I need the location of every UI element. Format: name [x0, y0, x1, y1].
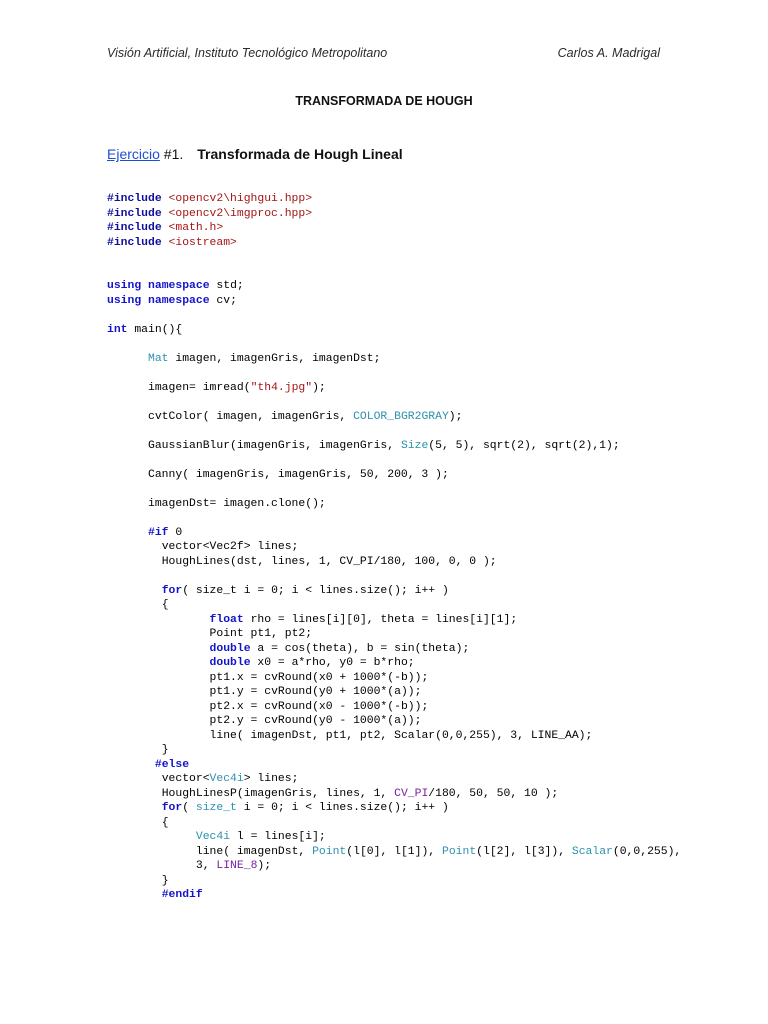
code-line: #endif	[161, 889, 203, 901]
page-title: TRANSFORMADA DE HOUGH	[295, 94, 473, 108]
code-line: GaussianBlur(imagenGris, imagenGris, Size(5, 5), sqrt(2), sqrt(2),1);	[148, 439, 620, 452]
exercise-number: #1.	[159, 146, 184, 162]
code-line: Mat imagen, imagenGris, imagenDst;	[148, 352, 381, 365]
code-line: 3, LINE_8);	[195, 860, 272, 872]
code-line: imagen= imread("th4.jpg");	[148, 381, 326, 394]
code-line: vector<Vec2f> lines;	[161, 541, 299, 553]
code-line: #include <opencv2\imgproc.hpp>	[107, 207, 313, 220]
code-line: cvtColor( imagen, imagenGris, COLOR_BGR2GRAY);	[148, 410, 463, 423]
code-line: imagenDst= imagen.clone();	[148, 497, 326, 510]
code-line: double a = cos(theta), b = sin(theta);	[209, 642, 470, 655]
code-line: Canny( imagenGris, imagenGris, 50, 200, 3 );	[148, 468, 449, 481]
code-line: pt1.y = cvRound(y0 + 1000*(a));	[209, 686, 422, 698]
exercise-heading	[107, 146, 403, 162]
code-line: #include <math.h>	[107, 222, 224, 234]
header-right: Carlos A. Madrigal	[557, 46, 660, 60]
code-line: for( size_t i = 0; i < lines.size(); i++ )	[161, 584, 449, 597]
code-line: line( imagenDst, pt1, pt2, Scalar(0,0,255), 3, LINE_AA);	[209, 729, 593, 742]
code-line: double x0 = a*rho, y0 = b*rho;	[209, 657, 415, 669]
exercise-link[interactable]: Ejercicio	[107, 146, 160, 162]
code-line: #else	[154, 758, 190, 771]
code-line: pt2.y = cvRound(y0 - 1000*(a));	[209, 715, 422, 727]
code-line: using namespace std;	[107, 280, 244, 292]
code-line: #if 0	[148, 526, 183, 539]
code-line: line( imagenDst, Point(l[0], l[1]), Point(l[2], l[3]), Scalar(0,0,255),	[195, 845, 682, 858]
code-line: Point pt1, pt2;	[209, 628, 313, 640]
code-line: int main(){	[107, 323, 183, 336]
code-line: for( size_t i = 0; i < lines.size(); i++ )	[161, 802, 449, 814]
code-line: }	[161, 874, 169, 887]
code-line: }	[161, 744, 169, 756]
code-line: Vec4i l = lines[i];	[195, 831, 326, 843]
code-line: pt2.x = cvRound(x0 - 1000*(-b));	[209, 700, 429, 713]
code-line: HoughLinesP(imagenGris, lines, 1, CV_PI/180, 50, 50, 10 );	[161, 787, 559, 800]
code-line: #include <opencv2\highgui.hpp>	[107, 193, 313, 205]
code-line: float rho = lines[i][0], theta = lines[i][1];	[209, 613, 518, 626]
exercise-title: Transformada de Hough Lineal	[197, 146, 403, 162]
code-block	[107, 192, 681, 903]
code-line: #include <iostream>	[107, 236, 237, 249]
code-line: {	[161, 816, 169, 829]
code-line: {	[161, 599, 169, 611]
header-left: Visión Artificial, Instituto Tecnológico Metropolitano	[107, 46, 388, 60]
code-line: vector<Vec4i> lines;	[161, 773, 299, 785]
code-line: HoughLines(dst, lines, 1, CV_PI/180, 100, 0, 0 );	[161, 555, 497, 568]
code-line: pt1.x = cvRound(x0 + 1000*(-b));	[209, 671, 429, 684]
code-line: using namespace cv;	[107, 294, 237, 307]
